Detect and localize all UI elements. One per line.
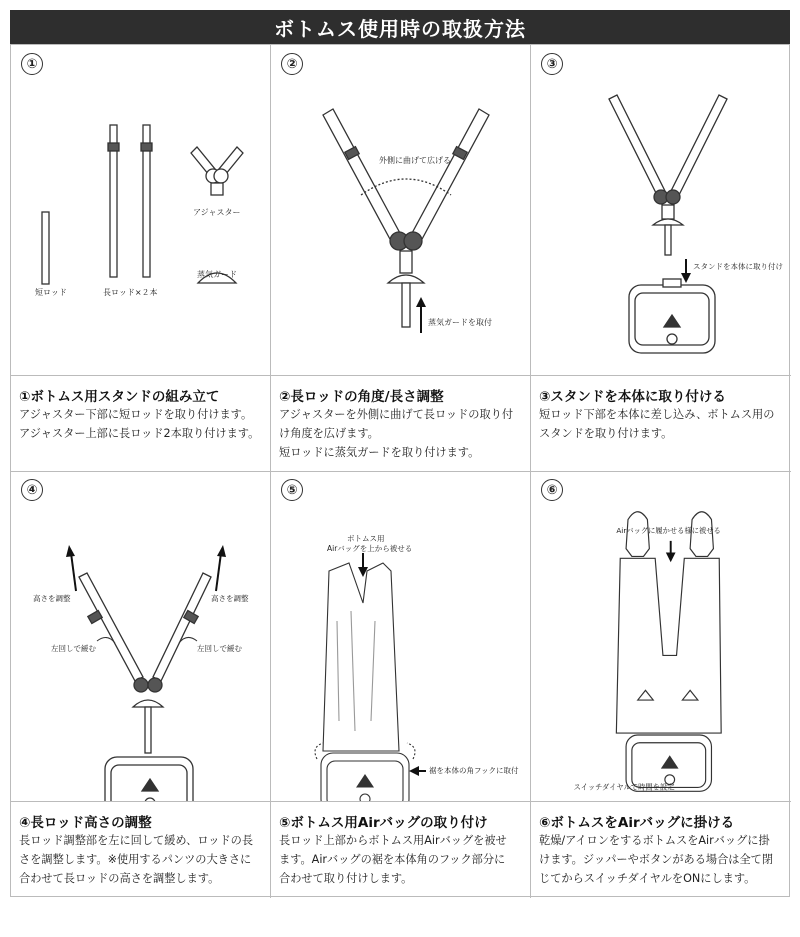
step-body [539, 831, 789, 888]
arrow-left-icon [409, 766, 419, 776]
step-body-line: スタンドを取り付けます。 [539, 427, 673, 440]
label-loosen-right: 左回しで緩む [197, 644, 242, 653]
label-put-on: Airバッグに履かせる様に被せる [616, 526, 721, 536]
step-2-illustration [271, 45, 531, 375]
step-body-line: 長ロッド調整部を左に回して緩め、ロッドの長 [19, 834, 254, 847]
step-6 [531, 471, 791, 898]
step-body-line: じてからスイッチダイヤルをONにします。 [539, 872, 756, 885]
step-1-illustration [11, 45, 271, 375]
trousers-icon [616, 558, 721, 733]
label-adjuster: アジャスター [193, 208, 241, 217]
step-3-illustration [531, 45, 791, 375]
step-title: ②長ロッドの角度/長さ調整 [279, 389, 444, 405]
label-height-left: 高さを調整 [33, 594, 71, 603]
instruction-grid [10, 44, 790, 897]
label-cover-line1: ボトムス用 [347, 534, 385, 543]
step-4-illustration [11, 471, 271, 801]
step-3 [531, 45, 791, 471]
arrow-up-icon [66, 545, 75, 557]
arrow-up-icon [217, 545, 226, 557]
step-1 [11, 45, 271, 471]
label-attach-stand: スタンドを本体に取り付け [693, 262, 783, 271]
arrow-down-icon [666, 553, 676, 563]
steamer-body-icon [105, 757, 193, 801]
step-title: ③スタンドを本体に取り付ける [539, 389, 726, 405]
step-body-line: ます。Airバッグの裾を本体角のフック部分に [279, 853, 506, 866]
step-number: ③ [541, 53, 563, 75]
label-short-rod: 短ロッド [35, 288, 67, 297]
step-6-illustration [531, 471, 791, 801]
step-number: ④ [21, 479, 43, 501]
label-attach-guard: 蒸気ガードを取付 [428, 318, 492, 327]
step-5 [271, 471, 531, 898]
step-5-illustration [271, 471, 531, 801]
step-body [19, 405, 269, 443]
short-rod-icon [42, 212, 49, 284]
label-height-right: 高さを調整 [211, 594, 249, 603]
label-bend-out: 外側に曲げて広げる [379, 156, 451, 165]
step-body-line: 合わせて長ロッドの高さを調整します。 [19, 872, 220, 885]
step-title: ⑥ボトムスをAirバッグに掛ける [539, 815, 735, 831]
step-body-line: 短ロッド下部を本体に差し込み、ボトムス用の [539, 408, 775, 421]
step-body-line: 短ロッドに蒸気ガードを取り付けます。 [279, 446, 480, 459]
label-steam-guard: 蒸気ガード [197, 270, 237, 279]
step-title: ④長ロッド高さの調整 [19, 815, 152, 831]
step-body-line: アジャスターを外側に曲げて長ロッドの取り付 [279, 408, 514, 421]
step-body-line: さを調整します。※使用するパンツの大きさに [19, 853, 252, 866]
step-title: ⑤ボトムス用Airバッグの取り付け [279, 815, 488, 831]
page-header [10, 10, 790, 44]
step-title: ①ボトムス用スタンドの組み立て [19, 389, 220, 405]
step-number: ② [281, 53, 303, 75]
short-rod-icon [402, 283, 410, 327]
label-long-rod: 長ロッド×２本 [103, 288, 158, 297]
arrow-down-icon [681, 273, 691, 283]
arrow-up-icon [416, 297, 426, 307]
step-number: ⑤ [281, 479, 303, 501]
step-body-line: け角度を広げます。 [279, 427, 379, 440]
step-body [279, 831, 529, 888]
step-body-line: アジャスター下部に短ロッドを取り付けます。 [19, 408, 253, 421]
label-dial: スイッチダイヤルで時間を設定 [573, 782, 675, 792]
step-number: ⑥ [541, 479, 563, 501]
step-body [539, 405, 789, 443]
steamer-body-icon [321, 753, 409, 801]
step-body-line: アジャスター上部に長ロッド2本取り付けます。 [19, 427, 260, 440]
label-hem-hook: 裾を本体の角フックに取付 [429, 766, 519, 775]
steam-guard-icon [388, 275, 424, 283]
label-cover-line2: Airバッグを上から被せる [327, 544, 413, 553]
step-body [279, 405, 529, 462]
step-number: ① [21, 53, 43, 75]
step-2 [271, 45, 531, 471]
step-body-line: けます。ジッパーやボタンがある場合は全て閉 [539, 853, 774, 866]
step-4 [11, 471, 271, 898]
step-body-line: 長ロッド上部からボトムス用Airバッグを被せ [279, 834, 507, 847]
step-body-line: 合わせて取り付けします。 [279, 872, 413, 885]
airbag-icon [323, 563, 399, 751]
step-body [19, 831, 269, 888]
adjuster-icon [191, 147, 243, 195]
page-title: ボトムス使用時の取扱方法 [274, 16, 526, 41]
label-loosen-left: 左回しで緩む [51, 644, 96, 653]
step-body-line: 乾燥/アイロンをするボトムスをAirバッグに掛 [539, 834, 770, 847]
steamer-body-icon [629, 279, 715, 353]
